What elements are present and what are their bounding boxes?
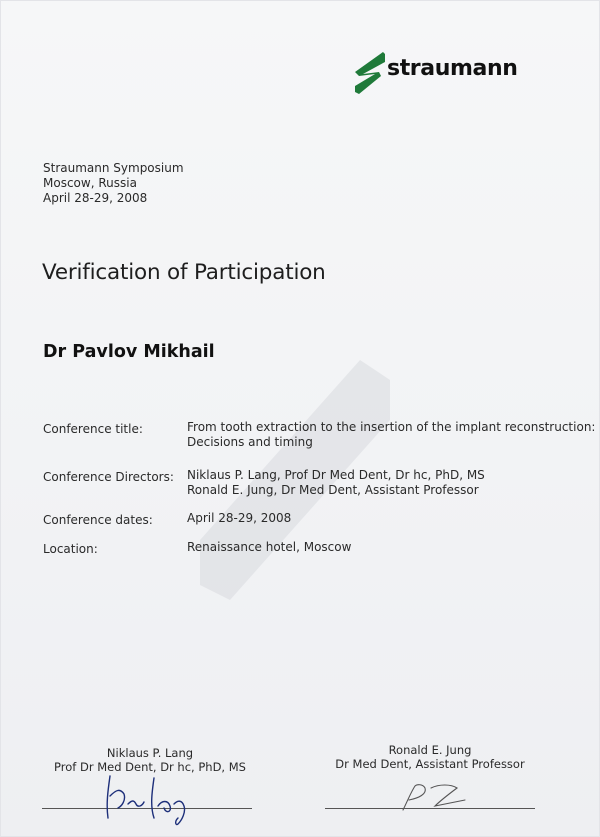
signatory-name: Niklaus P. Lang — [106, 746, 194, 760]
director-line: Niklaus P. Lang, Prof Dr Med Dent, Dr hc, PhD, MS — [187, 468, 485, 482]
conference-dates-value: April 28-29, 2008 — [187, 511, 292, 525]
document-title: Verification of Participation — [42, 260, 326, 285]
director-line: Ronald E. Jung, Dr Med Dent, Assistant Professor — [187, 483, 479, 497]
signature-left-icon — [98, 770, 208, 830]
event-name: Straumann Symposium — [43, 161, 184, 175]
event-date: April 28-29, 2008 — [43, 191, 148, 205]
conference-title-line: From tooth extraction to the insertion of the implant reconstruction: — [187, 420, 596, 434]
event-header — [43, 161, 184, 206]
location-value: Renaissance hotel, Moscow — [187, 540, 352, 554]
signatory-credentials: Prof Dr Med Dent, Dr hc, PhD, MS — [54, 760, 246, 774]
conference-title-label: Conference title: — [43, 422, 143, 436]
straumann-logo — [355, 52, 540, 94]
signature-right-icon — [395, 780, 470, 814]
location-label: Location: — [43, 542, 98, 556]
signatory-name: Ronald E. Jung — [388, 743, 472, 757]
event-city: Moscow, Russia — [43, 176, 137, 190]
recipient-name: Dr Pavlov Mikhail — [43, 342, 215, 362]
conference-title-value — [187, 420, 595, 450]
conference-directors-value — [187, 468, 485, 498]
conference-directors-label: Conference Directors: — [43, 470, 174, 484]
logo-wordmark: straumann — [387, 56, 518, 81]
signatory-credentials: Dr Med Dent, Assistant Professor — [335, 757, 525, 771]
conference-dates-label: Conference dates: — [43, 513, 153, 527]
straumann-s-mark-icon — [355, 52, 385, 94]
conference-title-line: Decisions and timing — [187, 435, 313, 449]
signatory-right — [325, 743, 535, 771]
